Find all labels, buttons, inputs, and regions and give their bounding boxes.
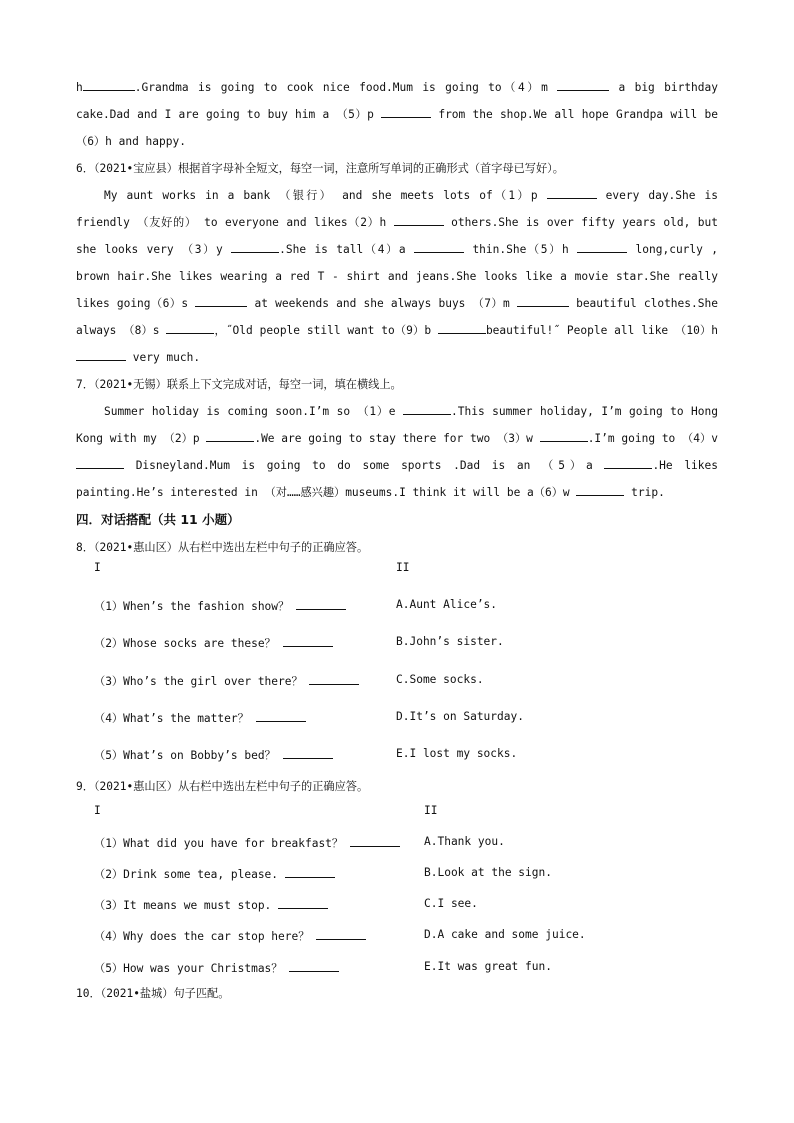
text: trip. <box>631 486 665 499</box>
option: B.John’s sister. <box>396 635 504 648</box>
text: .I’m going to （4）v <box>587 432 718 445</box>
blank[interactable] <box>438 323 486 334</box>
text: others.She is over fifty years old, but she looks very （3）y <box>76 216 718 256</box>
text: .Grandma is going to cook nice food.Mum is going to（4）m <box>134 81 548 94</box>
blank[interactable] <box>195 296 247 307</box>
text: h <box>76 81 83 94</box>
text: （2）Drink some tea, please. <box>94 868 279 881</box>
blank[interactable] <box>414 242 464 253</box>
text: （4）Why does the car stop here？ <box>94 930 310 943</box>
blank[interactable] <box>256 711 306 722</box>
option: A.Thank you. <box>424 835 505 848</box>
text: （3）It means we must stop. <box>94 899 272 912</box>
option: C.Some socks. <box>396 673 484 686</box>
text: and happy. <box>118 135 186 148</box>
text: My aunt works in a bank （银行） and she meets lots of（1）p <box>104 189 538 202</box>
blank[interactable] <box>285 867 335 878</box>
blank[interactable] <box>403 404 451 415</box>
text: （5）What’s on Bobby’s bed？ <box>94 749 276 762</box>
list-item <box>94 928 366 944</box>
text: （3）Who’s the girl over there？ <box>94 675 303 688</box>
column-1-header: I <box>94 561 101 574</box>
list-item <box>94 897 328 913</box>
text: （1）What did you have for breakfast？ <box>94 837 344 850</box>
list-item <box>94 866 335 882</box>
option: B.Look at the sign. <box>424 866 552 879</box>
list-item <box>94 835 400 851</box>
blank[interactable] <box>350 836 400 847</box>
blank[interactable] <box>576 485 624 496</box>
option: E.It was great fun. <box>424 960 552 973</box>
question-9-title: 9．（2021•惠山区）从右栏中选出左栏中句子的正确应答。 <box>76 780 369 793</box>
option: E.I lost my socks. <box>396 747 518 760</box>
blank[interactable] <box>283 748 333 759</box>
option: C.I see. <box>424 897 478 910</box>
blank[interactable] <box>278 898 328 909</box>
blank[interactable] <box>309 674 359 685</box>
question-8-matching <box>76 561 718 762</box>
text: .He likes painting.He’s interested in （对……感兴趣）museums.I think it will be a（6）w <box>76 459 718 499</box>
option: A.Aunt Alice’s. <box>396 598 498 611</box>
question-7-passage <box>76 398 718 506</box>
question-6-title: 6．（2021•宝应县）根据首字母补全短文，每空一词，注意所写单词的正确形式（首字母已写好）。 <box>76 162 564 175</box>
blank[interactable] <box>394 215 444 226</box>
question-7-title: 7．（2021•无锡）联系上下文完成对话，每空一词，填在横线上。 <box>76 378 402 391</box>
text: every day.She is friendly （友好的） to everyone and likes（2）h <box>76 189 718 229</box>
column-2-header: II <box>396 561 410 574</box>
list-item <box>94 673 359 689</box>
text: from the shop.We all hope Grandpa will be（6）h <box>76 108 718 148</box>
section-heading: 四．对话搭配（共 11 小题） <box>76 512 240 527</box>
text: Summer holiday is coming soon.I’m so （1）e <box>104 405 396 418</box>
blank[interactable] <box>206 431 254 442</box>
list-item <box>94 635 333 651</box>
list-item <box>94 710 306 726</box>
blank[interactable] <box>577 242 627 253</box>
blank[interactable] <box>289 961 339 972</box>
text: thin.She（5）h <box>472 243 569 256</box>
blank[interactable] <box>76 350 126 361</box>
blank[interactable] <box>547 188 597 199</box>
blank[interactable] <box>381 107 431 118</box>
text: long,curly , brown hair.She likes wearing a red T - shirt and jeans.She looks like a movie star.She really likes going（6）s <box>76 243 718 310</box>
text: beautiful!˝ People all like （10）h <box>485 324 718 337</box>
blank[interactable] <box>76 458 124 469</box>
text: .She is tall（4）a <box>279 243 406 256</box>
text: （5）How was your Christmas？ <box>94 962 283 975</box>
question-8-title: 8．（2021•惠山区）从右栏中选出左栏中句子的正确应答。 <box>76 541 369 554</box>
passage-5-continuation <box>76 74 718 155</box>
text: （4）What’s the matter？ <box>94 712 249 725</box>
blank[interactable] <box>166 323 214 334</box>
text: Disneyland.Mum is going to do some sports .Dad is an （5）a <box>135 459 593 472</box>
question-10-title: 10．（2021•盐城）句子匹配。 <box>76 987 230 1000</box>
text: ，˝Old people still want to（9）b <box>214 324 432 337</box>
column-2-header: II <box>424 804 438 817</box>
text: a big birthday cake.Dad <box>76 81 718 121</box>
blank[interactable] <box>283 636 333 647</box>
list-item <box>94 960 339 976</box>
blank[interactable] <box>557 80 609 91</box>
text: .We are going to stay there for two （3）w <box>254 432 533 445</box>
column-1-header: I <box>94 804 101 817</box>
blank[interactable] <box>83 80 135 91</box>
question-9-matching <box>76 800 718 975</box>
text: and I are going to buy him a （5）p <box>137 108 374 121</box>
blank[interactable] <box>540 431 588 442</box>
text: at weekends and she always buys （7）m <box>254 297 510 310</box>
option: D.It’s on Saturday. <box>396 710 524 723</box>
option: D.A cake and some juice. <box>424 928 586 941</box>
blank[interactable] <box>316 929 366 940</box>
document-page <box>76 74 718 1007</box>
list-item <box>94 598 346 614</box>
text: （1）When’s the fashion show？ <box>94 600 290 613</box>
text: （2）Whose socks are these？ <box>94 637 276 650</box>
list-item <box>94 747 333 763</box>
blank[interactable] <box>517 296 569 307</box>
blank[interactable] <box>231 242 279 253</box>
text: very much. <box>132 351 201 364</box>
question-6-passage <box>76 182 718 371</box>
blank[interactable] <box>604 458 652 469</box>
text: .This summer holiday, I’m going to Hong Kong with my （2）p <box>76 405 718 445</box>
text: beautiful clothes.She always （8）s <box>76 297 718 337</box>
blank[interactable] <box>296 599 346 610</box>
